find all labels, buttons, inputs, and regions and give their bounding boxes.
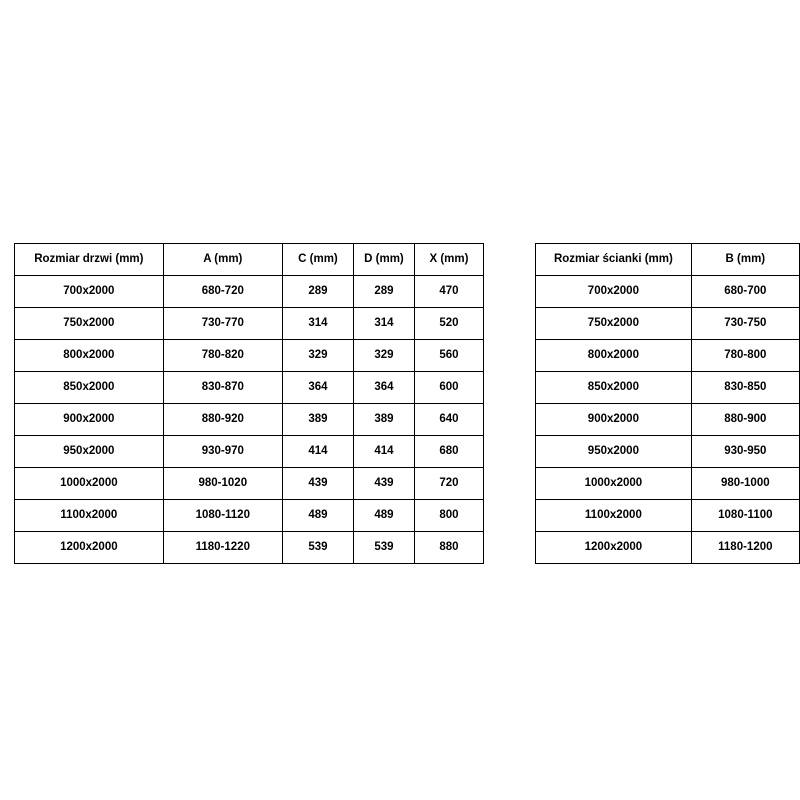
cell-x: 720 — [414, 468, 483, 500]
cell-a: 930-970 — [163, 436, 282, 468]
table-row — [15, 436, 484, 468]
cell-a: 730-770 — [163, 308, 282, 340]
cell-a: 880-920 — [163, 404, 282, 436]
cell-d: 289 — [354, 276, 415, 308]
door-table-header — [15, 244, 484, 276]
table-row — [15, 340, 484, 372]
cell-a: 780-820 — [163, 340, 282, 372]
cell-b: 1180-1200 — [691, 532, 799, 564]
cell-c: 389 — [282, 404, 353, 436]
table-row — [536, 500, 800, 532]
cell-door-size: 850x2000 — [15, 372, 164, 404]
column-header-door-size: Rozmiar drzwi (mm) — [15, 244, 164, 276]
cell-c: 414 — [282, 436, 353, 468]
column-header-d: D (mm) — [354, 244, 415, 276]
cell-a: 980-1020 — [163, 468, 282, 500]
cell-a: 680-720 — [163, 276, 282, 308]
table-row — [15, 276, 484, 308]
cell-b: 1080-1100 — [691, 500, 799, 532]
table-row — [15, 532, 484, 564]
cell-door-size: 800x2000 — [15, 340, 164, 372]
table-row — [536, 340, 800, 372]
cell-door-size: 750x2000 — [15, 308, 164, 340]
column-header-x: X (mm) — [414, 244, 483, 276]
cell-c: 489 — [282, 500, 353, 532]
wall-table-header — [536, 244, 800, 276]
cell-c: 539 — [282, 532, 353, 564]
table-row — [536, 532, 800, 564]
cell-b: 780-800 — [691, 340, 799, 372]
cell-x: 800 — [414, 500, 483, 532]
wall-size-table — [535, 243, 800, 564]
cell-d: 329 — [354, 340, 415, 372]
cell-b: 980-1000 — [691, 468, 799, 500]
tables-container — [0, 243, 800, 564]
cell-wall-size: 900x2000 — [536, 404, 692, 436]
cell-x: 640 — [414, 404, 483, 436]
table-header-row — [536, 244, 800, 276]
table-row — [536, 308, 800, 340]
cell-c: 314 — [282, 308, 353, 340]
cell-x: 560 — [414, 340, 483, 372]
cell-d: 414 — [354, 436, 415, 468]
cell-wall-size: 850x2000 — [536, 372, 692, 404]
cell-b: 680-700 — [691, 276, 799, 308]
column-header-b: B (mm) — [691, 244, 799, 276]
table-row — [15, 404, 484, 436]
cell-d: 539 — [354, 532, 415, 564]
door-table-body — [15, 276, 484, 564]
column-header-wall-size: Rozmiar ścianki (mm) — [536, 244, 692, 276]
cell-d: 389 — [354, 404, 415, 436]
cell-d: 489 — [354, 500, 415, 532]
cell-door-size: 900x2000 — [15, 404, 164, 436]
cell-c: 329 — [282, 340, 353, 372]
cell-b: 730-750 — [691, 308, 799, 340]
wall-table-body — [536, 276, 800, 564]
cell-door-size: 1000x2000 — [15, 468, 164, 500]
cell-d: 314 — [354, 308, 415, 340]
column-header-a: A (mm) — [163, 244, 282, 276]
wall-size-table-block — [535, 243, 800, 564]
cell-wall-size: 1100x2000 — [536, 500, 692, 532]
cell-b: 930-950 — [691, 436, 799, 468]
cell-door-size: 1100x2000 — [15, 500, 164, 532]
cell-x: 600 — [414, 372, 483, 404]
table-header-row — [15, 244, 484, 276]
table-row — [15, 372, 484, 404]
cell-wall-size: 1000x2000 — [536, 468, 692, 500]
cell-d: 364 — [354, 372, 415, 404]
door-size-table-block — [14, 243, 484, 564]
cell-a: 1180-1220 — [163, 532, 282, 564]
cell-wall-size: 1200x2000 — [536, 532, 692, 564]
table-row — [536, 276, 800, 308]
cell-x: 520 — [414, 308, 483, 340]
cell-x: 880 — [414, 532, 483, 564]
table-row — [536, 372, 800, 404]
cell-x: 470 — [414, 276, 483, 308]
cell-door-size: 1200x2000 — [15, 532, 164, 564]
door-size-table — [14, 243, 484, 564]
cell-d: 439 — [354, 468, 415, 500]
cell-c: 289 — [282, 276, 353, 308]
cell-x: 680 — [414, 436, 483, 468]
cell-wall-size: 750x2000 — [536, 308, 692, 340]
table-row — [15, 308, 484, 340]
cell-wall-size: 700x2000 — [536, 276, 692, 308]
cell-b: 880-900 — [691, 404, 799, 436]
cell-a: 830-870 — [163, 372, 282, 404]
cell-wall-size: 800x2000 — [536, 340, 692, 372]
table-row — [536, 468, 800, 500]
cell-door-size: 700x2000 — [15, 276, 164, 308]
column-header-c: C (mm) — [282, 244, 353, 276]
cell-c: 439 — [282, 468, 353, 500]
table-row — [15, 468, 484, 500]
cell-door-size: 950x2000 — [15, 436, 164, 468]
cell-c: 364 — [282, 372, 353, 404]
table-row — [536, 404, 800, 436]
cell-a: 1080-1120 — [163, 500, 282, 532]
cell-b: 830-850 — [691, 372, 799, 404]
table-row — [15, 500, 484, 532]
cell-wall-size: 950x2000 — [536, 436, 692, 468]
table-row — [536, 436, 800, 468]
